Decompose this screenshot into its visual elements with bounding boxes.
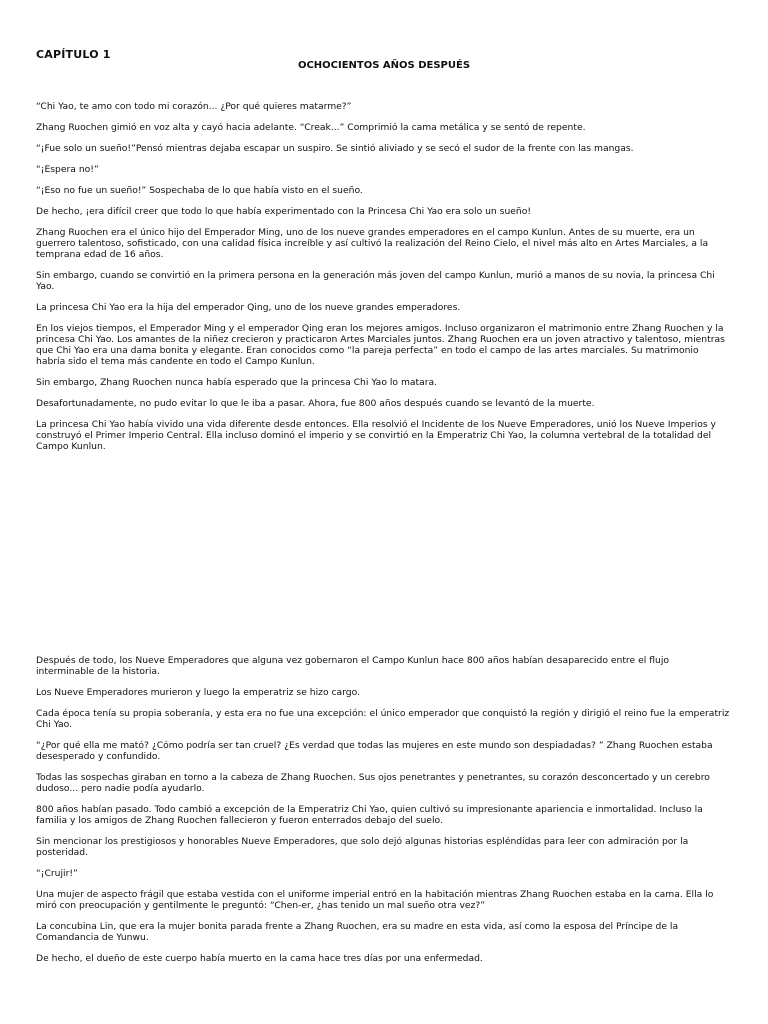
chapter-label: CAPÍTULO 1	[36, 48, 111, 61]
paragraph: De hecho, el dueño de este cuerpo había muerto en la cama hace tres días por una enfermedad.	[36, 953, 483, 964]
paragraph: Después de todo, los Nueve Emperadores que alguna vez gobernaron el Campo Kunlun hace 800 años habían desaparecido entre el flujo interminable de la historia.	[36, 655, 669, 677]
paragraph: Sin embargo, cuando se convirtió en la primera persona en la generación más joven del campo Kunlun, murió a manos de su novia, la princesa Chi Yao.	[36, 270, 715, 292]
text-block-2	[36, 655, 730, 974]
chapter-title: OCHOCIENTOS AÑOS DESPUÉS	[297, 60, 471, 71]
text-block-1	[36, 101, 730, 462]
paragraph: Sin mencionar los prestigiosos y honorables Nueve Emperadores, que solo dejó algunas historias espléndidas para leer con admiración por la posteridad.	[36, 836, 689, 858]
paragraph: “¡Crujir!”	[36, 868, 78, 879]
paragraph: En los viejos tiempos, el Emperador Ming y el emperador Qing eran los mejores amigos. Incluso organizaron el matrimonio entre Zhang Ruochen y la princesa Chi Yao. Los amantes de la niñez crecieron y practicaron Artes Marciales juntos. Zhang Ruochen era un joven atractivo y talentoso, mientras que Chi Yao era una dama bonita y elegante. Eran conocidos como “la pareja perfecta” en todo el campo de las artes marciales. Su matrimonio habría sido el tema más candente en todo el Campo Kunlun.	[36, 323, 725, 367]
paragraph: “Chi Yao, te amo con todo mi corazón... ¿Por qué quieres matarme?”	[36, 101, 352, 112]
paragraph: Los Nueve Emperadores murieron y luego la emperatriz se hizo cargo.	[36, 687, 361, 698]
paragraph: La concubina Lin, que era la mujer bonita parada frente a Zhang Ruochen, era su madre en esta vida, así como la esposa del Príncipe de la Comandancia de Yunwu.	[36, 921, 679, 943]
paragraph: Zhang Ruochen gimió en voz alta y cayó hacia adelante. “Creak...” Comprimió la cama metálica y se sentó de repente.	[36, 122, 586, 133]
paragraph: Desafortunadamente, no pudo evitar lo que le iba a pasar. Ahora, fue 800 años después cuando se levantó de la muerte.	[36, 398, 595, 409]
paragraph: Zhang Ruochen era el único hijo del Emperador Ming, uno de los nueve grandes emperadores en el campo Kunlun. Antes de su muerte, era un guerrero talentoso, sofisticado, con una calidad física increíble y así cultivó la realización del Reino Cielo, el nivel más alto en Artes Marciales, a la temprana edad de 16 años.	[36, 227, 709, 260]
paragraph: Sin embargo, Zhang Ruochen nunca había esperado que la princesa Chi Yao lo matara.	[36, 377, 438, 388]
paragraph: De hecho, ¡era difícil creer que todo lo que había experimentado con la Princesa Chi Yao era solo un sueño!	[36, 206, 532, 217]
paragraph: 800 años habían pasado. Todo cambió a excepción de la Emperatriz Chi Yao, quien cultivó su impresionante apariencia e inmortalidad. Incluso la familia y los amigos de Zhang Ruochen fallecieron y fueron enterrados debajo del suelo.	[36, 804, 703, 826]
paragraph: Una mujer de aspecto frágil que estaba vestida con el uniforme imperial entró en la habitación mientras Zhang Ruochen estaba en la cama. Ella lo miró con preocupación y gentilmente le preguntó: “Chen-er, ¿has tenido un mal sueño otra vez?”	[36, 889, 714, 911]
paragraph: La princesa Chi Yao había vivido una vida diferente desde entonces. Ella resolvió el Incidente de los Nueve Emperadores, unió los Nueve Imperios y construyó el Primer Imperio Central. Ella incluso dominó el imperio y se convirtió en la Emperatriz Chi Yao, la columna vertebral de la totalidad del Campo Kunlun.	[36, 419, 716, 452]
paragraph: La princesa Chi Yao era la hija del emperador Qing, uno de los nueve grandes emperadores.	[36, 302, 461, 313]
paragraph: “¡Eso no fue un sueño!” Sospechaba de lo que había visto en el sueño.	[36, 185, 363, 196]
paragraph: “¿Por qué ella me mató? ¿Cómo podría ser tan cruel? ¿Es verdad que todas las mujeres en este mundo son despiadadas? ” Zhang Ruochen estaba desesperado y confundido.	[36, 740, 713, 762]
paragraph: Cada época tenía su propia soberanía, y esta era no fue una excepción: el único emperador que conquistó la región y dirigió el reino fue la emperatriz Chi Yao.	[36, 708, 730, 730]
paragraph: Todas las sospechas giraban en torno a la cabeza de Zhang Ruochen. Sus ojos penetrantes y penetrantes, su corazón desconcertado y un cerebro dudoso... pero nadie podía ayudarlo.	[36, 772, 710, 794]
paragraph: “¡Fue solo un sueño!”Pensó mientras dejaba escapar un suspiro. Se sintió aliviado y se secó el sudor de la frente con las mangas.	[36, 143, 634, 154]
paragraph: “¡Espera no!”	[36, 164, 99, 175]
